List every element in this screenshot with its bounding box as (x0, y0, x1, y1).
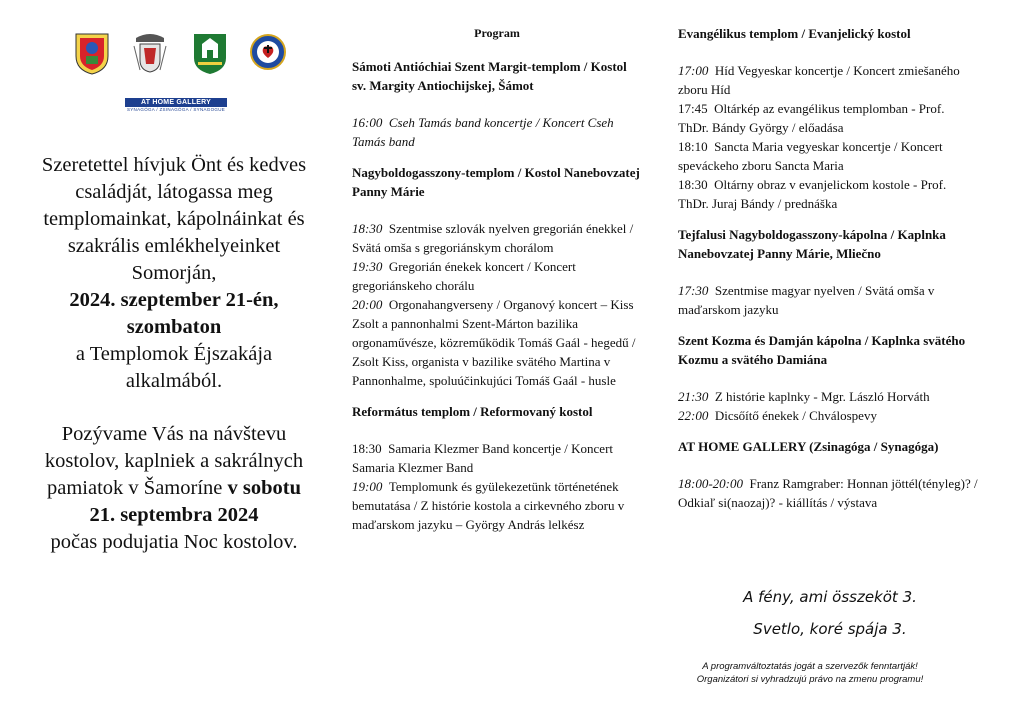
item-text: Orgonahangverseny / Organový koncert – Kiss Zsolt a pannonhalmi Szent-Márton bazilika orgonaművésze, közreműködik Tomáš Gaál - hegedű / Zsolt Kiss, organista v bazilike svätého Martina v Pannonhalme, spoluúčinkujúci Tomáš Gaál - husle (352, 297, 636, 388)
item-time: 22:00 (678, 408, 709, 423)
program-item (352, 439, 642, 477)
invite-hu-line: templomainkat, kápolnáinkat és (43, 208, 305, 230)
invite-hu-line: alkalmából. (125, 370, 223, 392)
invite-sk-line: počas podujatia Noc kostolov. (50, 531, 298, 553)
program-column-right (678, 24, 978, 512)
disclaimer (660, 660, 960, 686)
logo-row (72, 30, 302, 80)
item-time: 17:00 (678, 63, 709, 78)
program-title: Program (474, 26, 520, 40)
luther-rose-icon (248, 30, 288, 76)
program-item (678, 406, 978, 425)
item-text: Franz Ramgraber: Honnan jöttél(tényleg)? / Odkiaľ si(naozaj)? - kiállítás / výstava (678, 476, 978, 510)
item-text: Z histórie kaplnky - Mgr. László Horváth (714, 389, 930, 404)
item-time: 18:30 (678, 177, 708, 192)
program-item (352, 113, 642, 151)
item-text: Dicsőítő énekek / Chválospevy (714, 408, 877, 423)
invite-sk-place: pamiatok v Šamoríne (47, 477, 223, 499)
program-item (678, 175, 978, 213)
venue-heading: Szent Kozma és Damján kápolna / Kaplnka svätého Kozmu a svätého Damiána (678, 333, 966, 367)
program-item (352, 257, 642, 295)
item-time: 17:45 (678, 101, 708, 116)
gallery-logo-sub: SYNAGÓGA / ZSINAGÓGA / SYNAGOGUE (126, 107, 226, 112)
item-text: Szentmise szlovák nyelven gregorián énekkel / Svätá omša s gregoriánskym chorálom (352, 221, 634, 255)
item-time: 21:30 (678, 389, 709, 404)
item-text: Samaria Klezmer Band koncertje / Koncert Samaria Klezmer Band (352, 441, 614, 475)
disclaimer-hu: A programváltoztatás jogát a szervezők fenntartják! (702, 661, 918, 672)
item-text: Oltárny obraz v evanjelickom kostole - Prof. ThDr. Juraj Bándy / prednáška (678, 177, 947, 211)
item-time: 19:30 (352, 259, 383, 274)
program-item (678, 99, 978, 137)
program-column-middle (352, 24, 642, 534)
venue-heading: Tejfalusi Nagyboldogasszony-kápolna / Kaplnka Nanebovzatej Panny Márie, Mliečno (678, 227, 946, 261)
invitation-text (24, 152, 324, 556)
item-text: Szentmise magyar nyelven / Svätá omša v maďarskom jazyku (678, 283, 935, 317)
item-time: 19:00 (352, 479, 383, 494)
venue-heading: Nagyboldogasszony-templom / Kostol Nanebovzatej Panny Márie (352, 165, 640, 199)
item-text: Templomunk és gyülekezetünk történetének bemutatása / Z histórie kostola a cirkevného zboru v maďarskom jazyku – György András lelkész (352, 479, 625, 532)
venue-heading: Református templom / Reformovaný kostol (352, 404, 593, 419)
item-time: 16:00 (352, 115, 383, 130)
invite-sk-line (24, 475, 324, 502)
invite-sk-day: v sobotu (227, 477, 301, 499)
program-item (352, 295, 642, 390)
program-item (678, 137, 978, 175)
program-item (352, 477, 642, 534)
program-item (678, 387, 978, 406)
invite-sk-line: kostolov, kaplniek a sakrálnych (44, 450, 304, 472)
item-time: 18:10 (678, 139, 708, 154)
item-time: 18:30 (352, 221, 383, 236)
invite-hu-line: a Templomok Éjszakája (75, 343, 273, 365)
venue-heading: Sámoti Antióchiai Szent Margit-templom / Kostol sv. Margity Antiochijskej, Šámot (352, 59, 627, 93)
invite-hu-line: szakrális emlékhelyeinket (67, 235, 281, 257)
item-text: Cseh Tamás band koncertje / Koncert Cseh Tamás band (352, 115, 614, 149)
invite-hu-line: Szeretettel hívjuk Önt és kedves (41, 154, 307, 176)
motto-sk: Svetlo, koré spája 3. (753, 620, 907, 638)
gallery-logo-name: AT HOME GALLERY (125, 98, 227, 107)
item-time: 17:30 (678, 283, 709, 298)
program-item (352, 219, 642, 257)
disclaimer-sk: Organizátori si vyhradzujú právo na zmenu programu! (696, 674, 924, 685)
item-text: Oltárkép az evangélikus templomban - Prof. ThDr. Bándy György / előadása (678, 101, 945, 135)
item-time: 18:30 (352, 441, 382, 456)
item-text: Gregorián énekek koncert / Koncert gregoriánskeho chorálu (352, 259, 576, 293)
venue-heading: Evangélikus templom / Evanjelický kostol (678, 26, 911, 41)
invite-hu-line: Somorján, (131, 262, 217, 284)
venue-heading: AT HOME GALLERY (Zsinagóga / Synagóga) (678, 439, 939, 454)
item-time: 18:00-20:00 (678, 476, 743, 491)
invite-hu-line: családját, látogassa meg (75, 181, 273, 203)
program-item (678, 474, 978, 512)
item-text: Híd Vegyeskar koncertje / Koncert zmiešaného zboru Híd (678, 63, 960, 97)
church-coat-of-arms-icon (130, 30, 170, 76)
invite-sk-date: 21. septembra 2024 (89, 504, 259, 526)
motto-hu: A fény, ami összeköt 3. (743, 588, 917, 606)
item-time: 20:00 (352, 297, 383, 312)
heraldic-crest-icon (72, 30, 112, 76)
invite-hu-date: 2024. szeptember 21-én, (69, 289, 279, 311)
program-item (678, 61, 978, 99)
invite-hu-day: szombaton (126, 316, 222, 338)
invite-sk-line: Pozývame Vás na návštevu (61, 423, 287, 445)
item-text: Sancta Maria vegyeskar koncertje / Koncert speváckeho zboru Sancta Maria (678, 139, 943, 173)
green-shield-emblem-icon (190, 30, 230, 76)
gallery-logo (125, 98, 227, 114)
program-item (678, 281, 978, 319)
